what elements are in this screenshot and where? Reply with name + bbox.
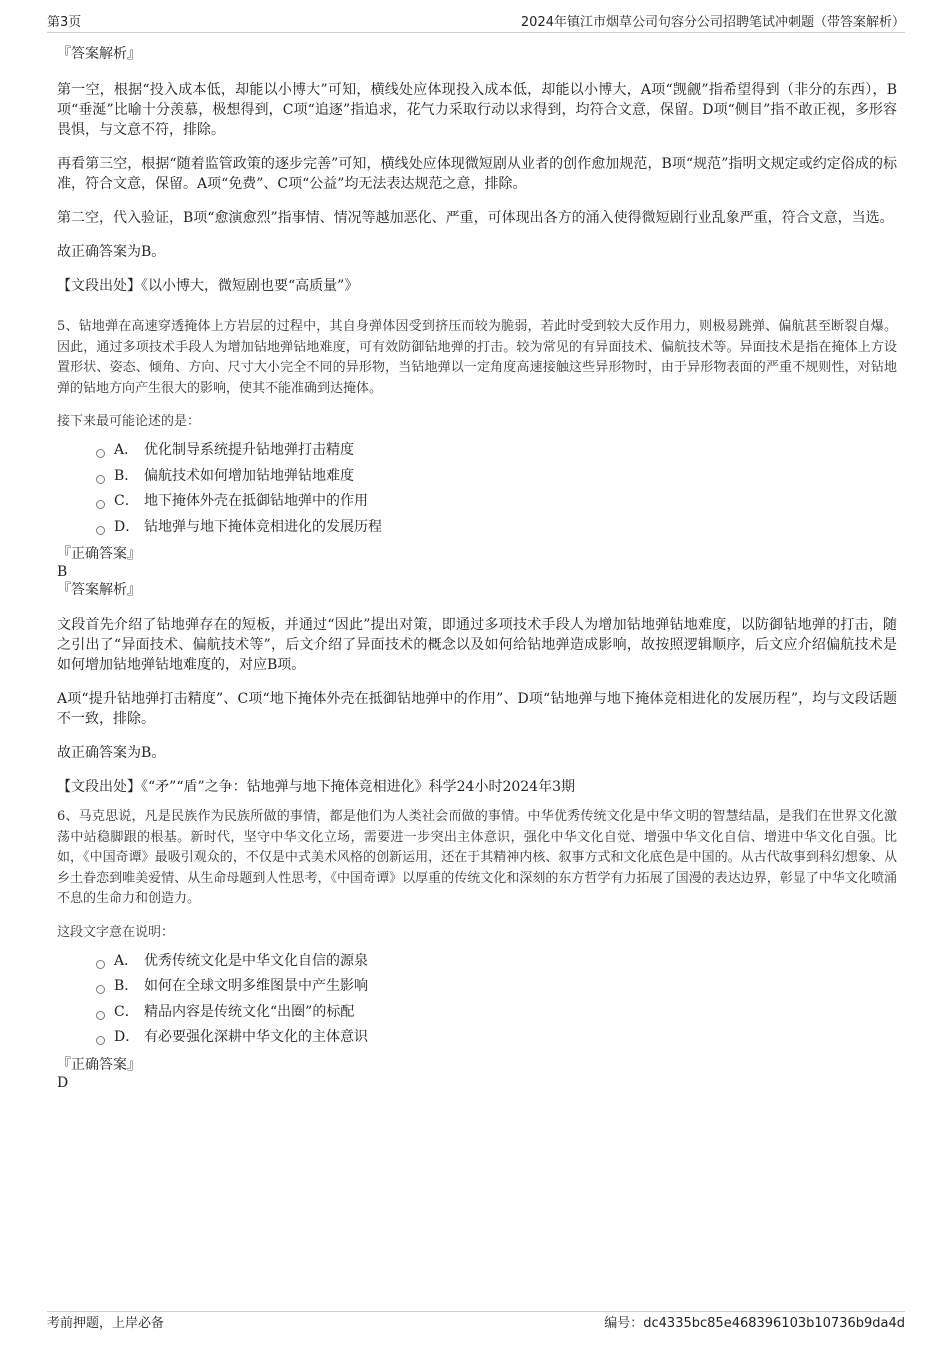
q5-option-d[interactable]: D． 钻地弹与地下掩体竞相进化的发展历程: [57, 516, 897, 542]
page-header: [47, 12, 905, 33]
q6-options: [57, 950, 897, 1052]
q5-text: 5、钻地弹在高速穿透掩体上方岩层的过程中，其自身弹体因受到挤压而较为脆弱，若此时受到较大反作用力，则极易跳弹、偏航甚至断裂自爆。因此，通过多项技术手段人为增加钻地弹钻地难度，可有效防御钻地弹的打击。较为常见的有异面技术、偏航技术等。异面技术是指在掩体上方设置形状、姿态、倾角、方向、尺寸大小完全不同的异形物，当钻地弹以一定角度高速接触这些异形物时，由于异形物表面的严重不规则性，对钻地弹的钻地方向产生很大的影响，使其不能准确到达掩体。: [57, 319, 897, 396]
q6-option-d[interactable]: D． 有必要强化深耕中华文化的主体意识: [57, 1026, 897, 1052]
q5-analysis-p1: 文段首先介绍了钻地弹存在的短板，并通过“因此”提出对策，即通过多项技术手段人为增加钻地弹钻地难度，以防御钻地弹的打击，随之引出了“异面技术、偏航技术等”，后文介绍了异面技术的概念以及如何给钻地弹造成影响，故按照逻辑顺序，后文应介绍偏航技术是如何增加钻地弹钻地难度的，对应B项。: [57, 617, 897, 673]
q5-option-b[interactable]: B． 偏航技术如何增加钻地弹钻地难度: [57, 465, 897, 491]
q6-option-d-text: 有必要强化深耕中华文化的主体意识: [144, 1029, 368, 1045]
radio-icon[interactable]: [96, 500, 105, 509]
q6-option-a[interactable]: A． 优秀传统文化是中华文化自信的源泉: [57, 950, 897, 976]
radio-icon[interactable]: [96, 985, 105, 994]
q6-option-b[interactable]: B． 如何在全球文明多维图景中产生影响: [57, 975, 897, 1001]
q4-answer-statement: 故正确答案为B。: [57, 244, 166, 260]
q5-option-a[interactable]: A． 优化制导系统提升钻地弹打击精度: [57, 439, 897, 465]
radio-icon[interactable]: [96, 526, 105, 535]
radio-icon[interactable]: [96, 960, 105, 969]
radio-icon[interactable]: [96, 1036, 105, 1045]
document-id: 编号：dc4335bc85e468396103b10736b9da4d: [604, 1316, 905, 1331]
q5-option-c-text: 地下掩体外壳在抵御钻地弹中的作用: [144, 493, 368, 509]
q5-answer: B: [57, 564, 68, 580]
q6-option-c-text: 精品内容是传统文化“出圈”的标配: [144, 1003, 355, 1020]
q4-analysis-p2: 再看第三空，根据“随着监管政策的逐步完善”可知，横线处应体现微短剧从业者的创作愈加规范，B项“规范”指明文规定或约定俗成的标准，符合文意，保留。A项“免费”、C项“公益”均无法表达规范之意，排除。: [57, 156, 897, 192]
q5-answer-statement: 故正确答案为B。: [57, 745, 166, 761]
q5-prompt: 接下来最可能论述的是：: [57, 414, 201, 429]
q6-option-b-text: 如何在全球文明多维图景中产生影响: [144, 978, 368, 994]
q6-option-c[interactable]: C． 精品内容是传统文化“出圈”的标配: [57, 1001, 897, 1027]
q5-options: [57, 439, 897, 541]
q5-option-b-text: 偏航技术如何增加钻地弹钻地难度: [144, 467, 354, 484]
radio-icon[interactable]: [96, 1011, 105, 1020]
page-content: [57, 44, 897, 1092]
footer-slogan: 考前押题，上岸必备: [47, 1316, 165, 1331]
q6-text: 6、马克思说，凡是民族作为民族所做的事情，都是他们为人类社会而做的事情。中华优秀传统文化是中华文明的智慧结晶，是我们在世界文化激荡中站稳脚跟的根基。新时代，坚守中华文化立场，需要进一步突出主体意识，强化中华文化自觉、增强中华文化自信、增进中华文化自强。比如，《中国奇谭》最吸引观众的，不仅是中式美术风格的创新运用，还在于其精神内核、叙事方式和文化底色是中国的。从古代故事到科幻想象、从乡土眷恋到唯美爱情、从生命母题到人性思考，《中国奇谭》以厚重的传统文化和深刻的东方哲学有力拓展了国漫的表达边界，彰显了中华文化喷涌不息的生命力和创造力。: [57, 809, 897, 906]
q5-analysis-p2: A项“提升钻地弹打击精度”、C项“地下掩体外壳在抵御钻地弹中的作用”、D项“钻地弹与地下掩体竞相进化的发展历程”，均与文段话题不一致，排除。: [57, 691, 897, 727]
q5-option-a-text: 优化制导系统提升钻地弹打击精度: [144, 442, 354, 458]
q4-analysis-p3: 第二空，代入验证，B项“愈演愈烈”指事情、情况等越加恶化、严重，可体现出各方的涌入使得微短剧行业乱象严重，符合文意，当选。: [57, 210, 894, 226]
q4-analysis-p1: 第一空，根据“投入成本低，却能以小博大”可知，横线处应体现投入成本低，却能以小博大，A项“觊觎”指希望得到（非分的东西），B项“垂涎”比喻十分羡慕，极想得到，C项“追逐”指追求，花气力采取行动以求得到，均符合文意，保留。D项“侧目”指不敢正视，多形容畏惧，与文意不符，排除。: [57, 82, 897, 138]
q4-analysis-label: 『答案解析』: [57, 46, 141, 62]
q5-option-c[interactable]: C． 地下掩体外壳在抵御钻地弹中的作用: [57, 490, 897, 516]
q5-analysis-label: 『答案解析』: [57, 582, 141, 598]
q4-source: 【文段出处】《以小博大，微短剧也要“高质量”》: [57, 278, 359, 294]
q6-prompt: 这段文字意在说明：: [57, 924, 175, 940]
q6-answer: D: [57, 1074, 69, 1091]
q6-answer-label: 『正确答案』: [57, 1056, 141, 1073]
q6-option-a-text: 优秀传统文化是中华文化自信的源泉: [144, 952, 368, 969]
q5-source: 【文段出处】《“矛”“盾”之争：钻地弹与地下掩体竞相进化》科学24小时2024年3期: [57, 779, 575, 795]
radio-icon[interactable]: [96, 449, 105, 458]
q5-answer-label: 『正确答案』: [57, 546, 141, 562]
q5-option-d-text: 钻地弹与地下掩体竞相进化的发展历程: [144, 518, 382, 535]
page-number: 第3页: [47, 15, 82, 30]
radio-icon[interactable]: [96, 475, 105, 484]
page-footer: [47, 1311, 905, 1332]
document-title: 2024年镇江市烟草公司句容分公司招聘笔试冲刺题（带答案解析）: [520, 15, 905, 30]
